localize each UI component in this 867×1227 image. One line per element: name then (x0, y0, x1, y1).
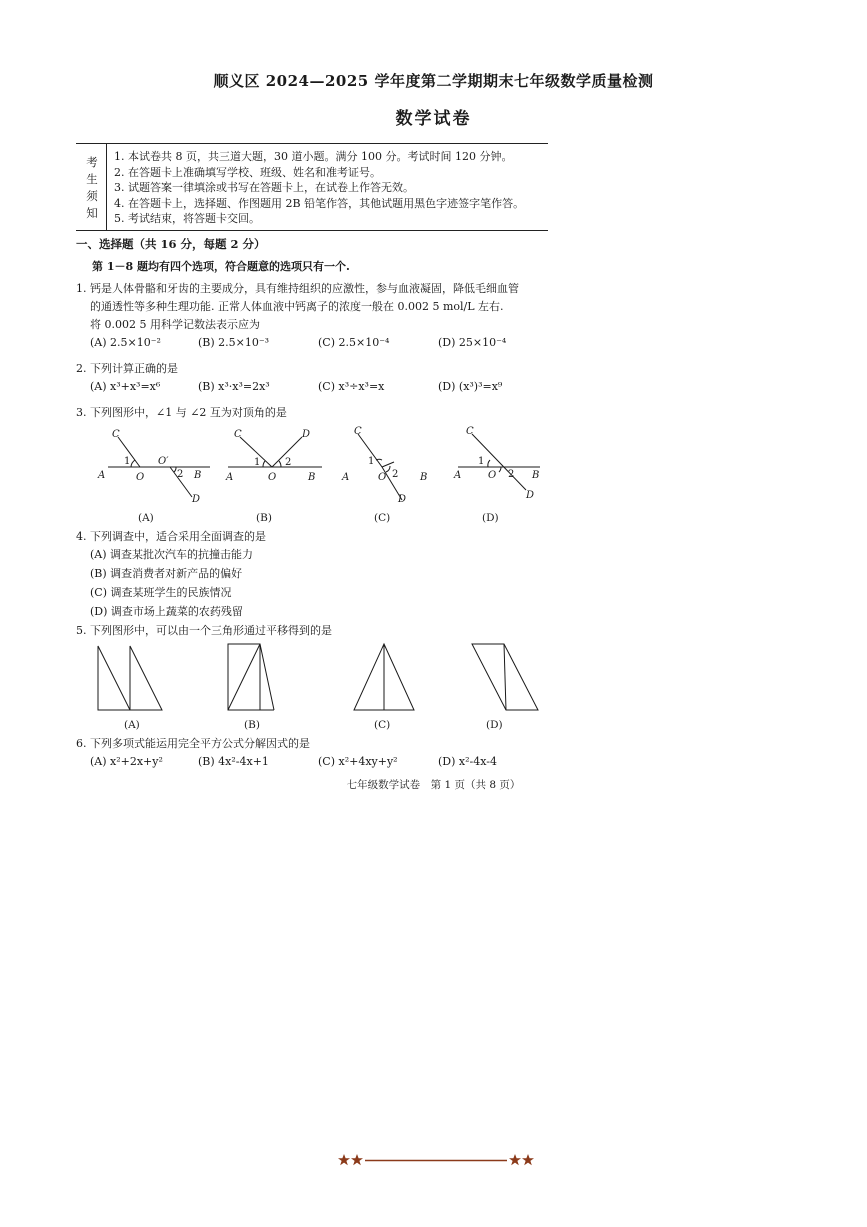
svg-text:2: 2 (508, 469, 515, 480)
point-c: C (466, 426, 474, 437)
q3-stem: 3. 下列图形中，∠1 与 ∠2 互为对顶角的是 (76, 406, 287, 419)
point-b: B (532, 470, 540, 481)
point-o: O (136, 472, 145, 483)
q3-figure-b (228, 437, 322, 467)
notice-label: 考 生 须 知 (86, 155, 98, 220)
notice-item: 3. 试题答案一律填涂或书写在答题卡上，在试卷上作答无效。 (114, 181, 414, 194)
point-c: C (354, 426, 362, 437)
q5-figure-a (98, 646, 162, 710)
q6-option-b[interactable]: (B) 4x²-4x+1 (198, 755, 269, 768)
q5-label-a: (A) (124, 719, 140, 731)
star-icon (338, 1154, 534, 1165)
q2-option-a[interactable]: (A) x³+x³=x⁶ (90, 380, 161, 393)
point-c: C (234, 429, 242, 440)
q3-label-b: (B) (256, 512, 272, 524)
point-o: O (268, 472, 277, 483)
q5-figure-d (472, 644, 538, 710)
point-a: A (454, 470, 462, 481)
q1-options (90, 336, 550, 352)
q5-figure-c (354, 644, 414, 710)
q1-option-c[interactable]: (C) 2.5×10⁻⁴ (318, 336, 390, 349)
q6-option-c[interactable]: (C) x²+4xy+y² (318, 755, 398, 768)
q1-stem-line3: 将 0.002 5 用科学记数法表示应为 (90, 318, 260, 331)
notice-divider (106, 144, 107, 230)
svg-text:1: 1 (478, 456, 485, 467)
svg-text:1: 1 (124, 456, 131, 467)
point-o: O (378, 472, 387, 483)
q5-label-b: (B) (244, 719, 260, 731)
q5-label-d: (D) (486, 719, 503, 731)
q4-option-a[interactable]: (A) 调查某批次汽车的抗撞击能力 (90, 548, 254, 561)
q6-option-a[interactable]: (A) x²+2x+y² (90, 755, 163, 768)
q2-option-b[interactable]: (B) x³·x³=2x³ (198, 380, 270, 393)
q2-stem: 2. 下列计算正确的是 (76, 362, 178, 375)
point-a: A (342, 472, 350, 483)
point-d: D (398, 494, 407, 505)
q5-stem: 5. 下列图形中，可以由一个三角形通过平移得到的是 (76, 624, 332, 637)
svg-text:1: 1 (368, 456, 375, 467)
point-b: B (420, 472, 428, 483)
point-b: B (308, 472, 316, 483)
page-footer: 七年级数学试卷 第 1 页（共 8 页） (346, 779, 521, 791)
svg-text:1: 1 (254, 457, 261, 468)
q4-option-d[interactable]: (D) 调查市场上蔬菜的农药残留 (90, 605, 243, 618)
decorative-divider (338, 1150, 534, 1170)
notice-item: 2. 在答题卡上准确填写学校、班级、姓名和准考证号。 (114, 165, 381, 179)
svg-text:2: 2 (285, 457, 292, 468)
q3-label-c: (C) (374, 512, 391, 524)
q3-figures (90, 420, 550, 528)
q6-option-d[interactable]: (D) x²-4x-4 (438, 755, 497, 768)
point-d: D (526, 490, 535, 501)
q2-option-d[interactable]: (D) (x³)³=x⁹ (438, 380, 503, 393)
point-o-prime: O′ (158, 456, 169, 467)
q1-option-a[interactable]: (A) 2.5×10⁻² (90, 336, 161, 349)
q4-option-b[interactable]: (B) 调查消费者对新产品的偏好 (90, 567, 243, 580)
point-o: O (488, 470, 497, 481)
notice-items (114, 149, 524, 227)
notice-box (76, 143, 548, 231)
q2-options (90, 380, 550, 396)
q3-label-d: (D) (482, 512, 499, 524)
point-b: B (194, 470, 202, 481)
q6-options (90, 755, 550, 771)
q5-figure-b (228, 644, 274, 710)
q1-option-d[interactable]: (D) 25×10⁻⁴ (438, 336, 507, 349)
exam-title: 顺义区 2024—2025 学年度第二学期期末七年级数学质量检测 (213, 72, 654, 90)
notice-item: 1. 本试卷共 8 页，共三道大题，30 道小题。满分 100 分。考试时间 120 分钟。 (114, 150, 513, 163)
q3-figure-c (358, 434, 402, 500)
q3-figure-d (458, 434, 540, 490)
point-a: A (98, 470, 106, 481)
q1-option-b[interactable]: (B) 2.5×10⁻³ (198, 336, 270, 349)
section-title: 一、选择题（共 16 分，每题 2 分） (76, 237, 266, 251)
q3-figure-a (108, 437, 210, 497)
point-d: D (192, 494, 201, 505)
q6-stem: 6. 下列多项式能运用完全平方公式分解因式的是 (76, 737, 310, 750)
q5-label-c: (C) (374, 719, 391, 731)
notice-item: 5. 考试结束，将答题卡交回。 (114, 212, 260, 225)
exam-subtitle: 数学试卷 (395, 109, 472, 129)
q5-figures (90, 640, 550, 736)
notice-item: 4. 在答题卡上，选择题、作图题用 2B 铅笔作答，其他试题用黑色字迹签字笔作答。 (114, 196, 525, 210)
q2-option-c[interactable]: (C) x³÷x³=x (318, 380, 385, 393)
q1-stem-line2: 的通透性等多种生理功能. 正常人体血液中钙离子的浓度一般在 0.002 5 mol/L 左右. (90, 300, 504, 313)
svg-text:2: 2 (392, 469, 399, 480)
point-a: A (226, 472, 234, 483)
section-instruction: 第 1－8 题均有四个选项，符合题意的选项只有一个. (92, 260, 350, 273)
q4-stem: 4. 下列调查中，适合采用全面调查的是 (76, 530, 266, 543)
q3-label-a: (A) (138, 512, 154, 524)
q4-option-c[interactable]: (C) 调查某班学生的民族情况 (90, 586, 232, 599)
svg-text:2: 2 (177, 469, 184, 480)
point-c: C (112, 429, 120, 440)
point-d: D (302, 429, 311, 440)
q1-stem-line1: 1. 钙是人体骨骼和牙齿的主要成分，具有维持组织的应激性，参与血液凝固，降低毛细血管 (76, 282, 519, 295)
